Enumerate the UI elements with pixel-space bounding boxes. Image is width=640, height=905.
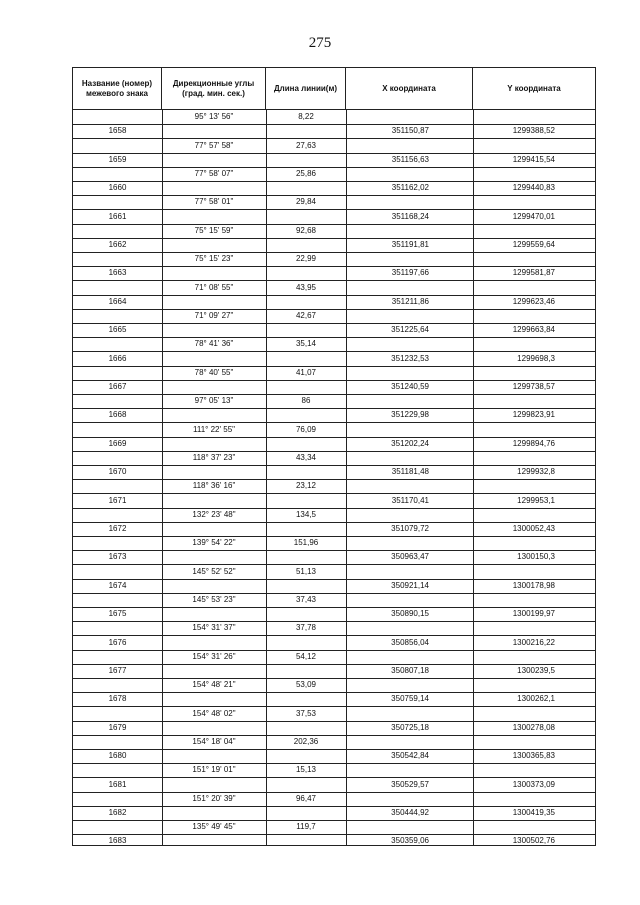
y-coordinate-cell (473, 212, 595, 222)
table-header (73, 68, 595, 110)
row-divider (73, 536, 595, 537)
mark-name-cell: 1669 (108, 438, 127, 448)
row-divider (73, 238, 595, 239)
y-coordinate-cell-text: 1299738,57 (512, 381, 555, 391)
x-coordinate-cell-text: 351162,02 (391, 183, 429, 193)
x-coordinate-cell-text: 350759,14 (391, 694, 429, 704)
row-divider (73, 295, 595, 296)
mark-name-cell: 1663 (108, 268, 127, 278)
y-coordinate-cell-text: 1299698,3 (517, 353, 555, 363)
direction-angle-cell: 77° 58' 01" (194, 197, 234, 207)
row-divider (73, 792, 595, 793)
y-coordinate-cell (473, 410, 595, 420)
y-coordinate-cell (473, 354, 595, 364)
mark-name-cell: 1665 (108, 325, 127, 335)
line-length-cell: 151,96 (293, 538, 319, 548)
line-length-cell: 43,34 (295, 452, 317, 462)
row-divider (73, 777, 595, 778)
x-coordinate-cell (346, 410, 473, 420)
mark-name-cell: 1667 (108, 381, 127, 391)
mark-name-cell: 1670 (108, 467, 127, 477)
x-coordinate-cell-text: 350856,04 (391, 637, 429, 647)
row-divider (73, 167, 595, 168)
mark-name-cell: 1664 (108, 296, 127, 306)
y-coordinate-cell (473, 325, 595, 335)
x-coordinate-cell-text: 350725,18 (391, 722, 429, 732)
x-coordinate-cell-text: 351240,59 (391, 381, 429, 391)
y-coordinate-cell-text: 1299932,8 (517, 467, 555, 477)
x-coordinate-cell-text: 350529,57 (391, 779, 429, 789)
row-divider (73, 735, 595, 736)
direction-angle-cell: 77° 57' 58" (194, 140, 234, 150)
row-divider (73, 621, 595, 622)
row-divider (73, 579, 595, 580)
x-coordinate-cell (346, 552, 473, 562)
y-coordinate-cell (473, 155, 595, 165)
direction-angle-cell: 154° 31' 26" (192, 651, 236, 661)
x-coordinate-cell-text: 351150,87 (391, 126, 429, 136)
mark-name-cell: 1672 (108, 523, 127, 533)
y-coordinate-cell (473, 694, 595, 704)
y-coordinate-cell-text: 1300502,76 (512, 836, 555, 846)
mark-name-cell: 1659 (108, 154, 127, 164)
x-coordinate-cell (346, 439, 473, 449)
row-divider (73, 323, 595, 324)
y-coordinate-cell-text: 1299623,46 (512, 296, 555, 306)
x-coordinate-cell (346, 694, 473, 704)
x-coordinate-cell-text: 351202,24 (391, 438, 429, 448)
mark-name-cell: 1671 (108, 495, 127, 505)
x-coordinate-cell-text: 351170,41 (391, 495, 429, 505)
y-coordinate-cell (473, 552, 595, 562)
mark-name-cell: 1668 (108, 410, 127, 420)
y-coordinate-cell (473, 183, 595, 193)
header-angles: Дирекционные углы (град. мин. сек.) (162, 68, 266, 109)
row-divider (73, 408, 595, 409)
row-divider (73, 508, 595, 509)
row-divider (73, 820, 595, 821)
line-length-cell: 119,7 (296, 822, 316, 832)
row-divider (73, 692, 595, 693)
x-coordinate-cell (346, 836, 473, 846)
mark-name-cell: 1673 (108, 552, 127, 562)
line-length-cell: 86 (301, 396, 311, 406)
row-divider (73, 309, 595, 310)
y-coordinate-cell-text: 1299663,84 (512, 325, 555, 335)
y-coordinate-cell (473, 467, 595, 477)
header-x: X координата (346, 68, 473, 109)
y-coordinate-cell (473, 638, 595, 648)
x-coordinate-cell-text: 350359,06 (391, 836, 429, 846)
row-divider (73, 209, 595, 210)
x-coordinate-cell (346, 751, 473, 761)
direction-angle-cell: 71° 08' 55" (194, 282, 234, 292)
line-length-cell: 96,47 (295, 793, 317, 803)
line-length-cell: 15,13 (295, 765, 317, 775)
direction-angle-cell: 71° 09' 27" (194, 310, 234, 320)
header-name: Название (номер) межевого знака (73, 68, 162, 109)
direction-angle-cell: 95° 13' 56" (194, 112, 234, 122)
y-coordinate-cell (473, 723, 595, 733)
y-coordinate-cell-text: 1300278,08 (512, 722, 555, 732)
row-divider (73, 763, 595, 764)
y-coordinate-cell (473, 126, 595, 136)
page-number: 275 (308, 35, 332, 51)
y-coordinate-cell-text: 1299415,54 (512, 154, 555, 164)
row-divider (73, 224, 595, 225)
y-coordinate-cell-text: 1299894,76 (512, 438, 555, 448)
x-coordinate-cell-text: 350444,92 (391, 807, 429, 817)
mark-name-cell: 1662 (108, 239, 127, 249)
row-divider (73, 749, 595, 750)
x-coordinate-cell (346, 155, 473, 165)
x-coordinate-cell (346, 325, 473, 335)
row-divider (73, 380, 595, 381)
x-coordinate-cell (346, 354, 473, 364)
row-divider (73, 607, 595, 608)
y-coordinate-cell (473, 297, 595, 307)
row-divider (73, 650, 595, 651)
direction-angle-cell: 145° 52' 52" (192, 566, 236, 576)
row-divider (73, 280, 595, 281)
row-divider (73, 422, 595, 423)
x-coordinate-cell (346, 212, 473, 222)
direction-angle-cell: 75° 15' 59" (194, 225, 234, 235)
line-length-cell: 51,13 (295, 566, 317, 576)
row-divider (73, 635, 595, 636)
y-coordinate-cell-text: 1299440,83 (512, 183, 555, 193)
y-coordinate-cell-text: 1300262,1 (517, 694, 555, 704)
direction-angle-cell: 151° 20' 39" (192, 793, 236, 803)
row-divider (73, 451, 595, 452)
direction-angle-cell: 145° 53' 23" (192, 594, 236, 604)
direction-angle-cell: 154° 48' 21" (192, 680, 236, 690)
y-coordinate-cell (473, 581, 595, 591)
table-body (73, 110, 595, 845)
x-coordinate-cell-text: 350542,84 (391, 751, 429, 761)
x-coordinate-cell (346, 467, 473, 477)
mark-name-cell: 1658 (108, 126, 127, 136)
direction-angle-cell: 77° 58' 07" (194, 168, 234, 178)
mark-name-cell: 1666 (108, 353, 127, 363)
mark-name-cell: 1674 (108, 580, 127, 590)
row-divider (73, 366, 595, 367)
y-coordinate-cell (473, 780, 595, 790)
y-coordinate-cell-text: 1299559,64 (512, 239, 555, 249)
y-coordinate-cell (473, 808, 595, 818)
x-coordinate-cell-text: 351181,48 (391, 467, 429, 477)
x-coordinate-cell-text: 351156,63 (391, 154, 429, 164)
mark-name-cell: 1683 (108, 836, 127, 846)
row-divider (73, 550, 595, 551)
y-coordinate-cell-text: 1300419,35 (512, 807, 555, 817)
line-length-cell: 134,5 (295, 509, 317, 519)
y-coordinate-cell (473, 751, 595, 761)
row-divider (73, 437, 595, 438)
y-coordinate-cell-text: 1300216,22 (512, 637, 555, 647)
row-divider (73, 493, 595, 494)
y-coordinate-cell (473, 836, 595, 846)
mark-name-cell: 1678 (108, 694, 127, 704)
y-coordinate-cell-text: 1299953,1 (517, 495, 555, 505)
line-length-cell: 43,95 (295, 282, 317, 292)
row-divider (73, 522, 595, 523)
y-coordinate-cell-text: 1300178,98 (512, 580, 555, 590)
y-coordinate-cell-text: 1299823,91 (512, 410, 555, 420)
y-coordinate-cell-text: 1300365,83 (512, 751, 555, 761)
row-divider (73, 195, 595, 196)
mark-name-cell: 1661 (108, 211, 127, 221)
line-length-cell: 37,78 (295, 623, 317, 633)
direction-angle-cell: 111° 22' 55" (193, 424, 235, 434)
row-divider (73, 721, 595, 722)
mark-name-cell: 1681 (108, 779, 127, 789)
x-coordinate-cell (346, 723, 473, 733)
x-coordinate-cell (346, 126, 473, 136)
y-coordinate-cell-text: 1299388,52 (512, 126, 555, 136)
line-length-cell: 37,53 (295, 708, 317, 718)
line-length-cell: 29,84 (295, 197, 317, 207)
row-divider (73, 465, 595, 466)
row-divider (73, 706, 595, 707)
y-coordinate-cell-text: 1300239,5 (517, 665, 555, 675)
y-coordinate-cell-text: 1300150,3 (517, 552, 555, 562)
mark-name-cell: 1677 (108, 665, 127, 675)
line-length-cell: 76,09 (295, 424, 317, 434)
row-divider (73, 664, 595, 665)
direction-angle-cell: 118° 36' 16" (192, 481, 236, 491)
direction-angle-cell: 118° 37' 23" (192, 452, 236, 462)
y-coordinate-cell (473, 268, 595, 278)
row-divider (73, 181, 595, 182)
row-divider (73, 351, 595, 352)
y-coordinate-cell (473, 439, 595, 449)
x-coordinate-cell (346, 240, 473, 250)
direction-angle-cell: 151° 19' 01" (192, 765, 236, 775)
direction-angle-cell: 132° 23' 48" (192, 509, 236, 519)
direction-angle-cell: 139° 54' 22" (192, 538, 236, 548)
x-coordinate-cell-text: 351168,24 (391, 211, 429, 221)
mark-name-cell: 1680 (108, 751, 127, 761)
line-length-cell: 8,22 (298, 112, 314, 122)
x-coordinate-cell (346, 268, 473, 278)
line-length-cell: 41,07 (295, 367, 317, 377)
row-divider (73, 678, 595, 679)
y-coordinate-cell (473, 496, 595, 506)
row-divider (73, 479, 595, 480)
x-coordinate-cell-text: 350963,47 (391, 552, 429, 562)
x-coordinate-cell-text: 351211,86 (391, 296, 429, 306)
y-coordinate-cell-text: 1300052,43 (512, 523, 555, 533)
row-divider (73, 124, 595, 125)
header-length: Длина линии(м) (266, 68, 346, 109)
direction-angle-cell: 135° 49' 45" (192, 822, 236, 832)
direction-angle-cell: 154° 31' 37" (192, 623, 236, 633)
x-coordinate-cell (346, 297, 473, 307)
x-coordinate-cell-text: 351191,81 (391, 239, 429, 249)
boundary-marks-table (72, 67, 596, 846)
y-coordinate-cell (473, 240, 595, 250)
mark-name-cell: 1682 (108, 807, 127, 817)
x-coordinate-cell (346, 183, 473, 193)
x-coordinate-cell (346, 808, 473, 818)
y-coordinate-cell (473, 382, 595, 392)
row-divider (73, 153, 595, 154)
line-length-cell: 42,67 (295, 310, 317, 320)
direction-angle-cell: 154° 18' 04" (192, 736, 236, 746)
y-coordinate-cell-text: 1300199,97 (512, 609, 555, 619)
mark-name-cell: 1660 (108, 183, 127, 193)
y-coordinate-cell (473, 666, 595, 676)
y-coordinate-cell (473, 524, 595, 534)
line-length-cell: 25,86 (295, 168, 317, 178)
mark-name-cell: 1679 (108, 722, 127, 732)
x-coordinate-cell-text: 351197,66 (391, 268, 429, 278)
direction-angle-cell: 154° 48' 02" (192, 708, 236, 718)
y-coordinate-cell-text: 1300373,09 (512, 779, 555, 789)
direction-angle-cell: 78° 40' 55" (194, 367, 234, 377)
row-divider (73, 806, 595, 807)
line-length-cell: 27,63 (295, 140, 317, 150)
y-coordinate-cell-text: 1299581,87 (512, 268, 555, 278)
direction-angle-cell: 97° 05' 13" (194, 396, 234, 406)
row-divider (73, 337, 595, 338)
line-length-cell: 202,36 (293, 736, 319, 746)
row-divider (73, 266, 595, 267)
x-coordinate-cell-text: 350921,14 (391, 580, 429, 590)
row-divider (73, 252, 595, 253)
x-coordinate-cell-text: 351225,64 (391, 325, 429, 335)
x-coordinate-cell (346, 496, 473, 506)
direction-angle-cell: 78° 41' 36" (194, 339, 234, 349)
line-length-cell: 92,68 (295, 225, 317, 235)
x-coordinate-cell-text: 351229,98 (391, 410, 429, 420)
line-length-cell: 35,14 (295, 339, 317, 349)
x-coordinate-cell (346, 524, 473, 534)
x-coordinate-cell (346, 581, 473, 591)
x-coordinate-cell-text: 350807,18 (391, 665, 429, 675)
row-divider (73, 138, 595, 139)
x-coordinate-cell-text: 351232,53 (391, 353, 429, 363)
x-coordinate-cell (346, 666, 473, 676)
line-length-cell: 54,12 (295, 651, 317, 661)
x-coordinate-cell (346, 638, 473, 648)
mark-name-cell: 1675 (108, 609, 127, 619)
x-coordinate-cell (346, 609, 473, 619)
y-coordinate-cell (473, 609, 595, 619)
x-coordinate-cell-text: 350890,15 (391, 609, 429, 619)
line-length-cell: 22,99 (295, 254, 317, 264)
direction-angle-cell: 75° 15' 23" (194, 254, 234, 264)
line-length-cell: 37,43 (295, 594, 317, 604)
header-y: Y координата (507, 83, 561, 93)
x-coordinate-cell (346, 780, 473, 790)
x-coordinate-cell (346, 382, 473, 392)
x-coordinate-cell-text: 351079,72 (391, 523, 429, 533)
line-length-cell: 23,12 (295, 481, 317, 491)
line-length-cell: 53,09 (295, 680, 317, 690)
mark-name-cell: 1676 (108, 637, 127, 647)
row-divider (73, 834, 595, 835)
y-coordinate-cell-text: 1299470,01 (512, 211, 555, 221)
row-divider (73, 394, 595, 395)
row-divider (73, 593, 595, 594)
row-divider (73, 564, 595, 565)
